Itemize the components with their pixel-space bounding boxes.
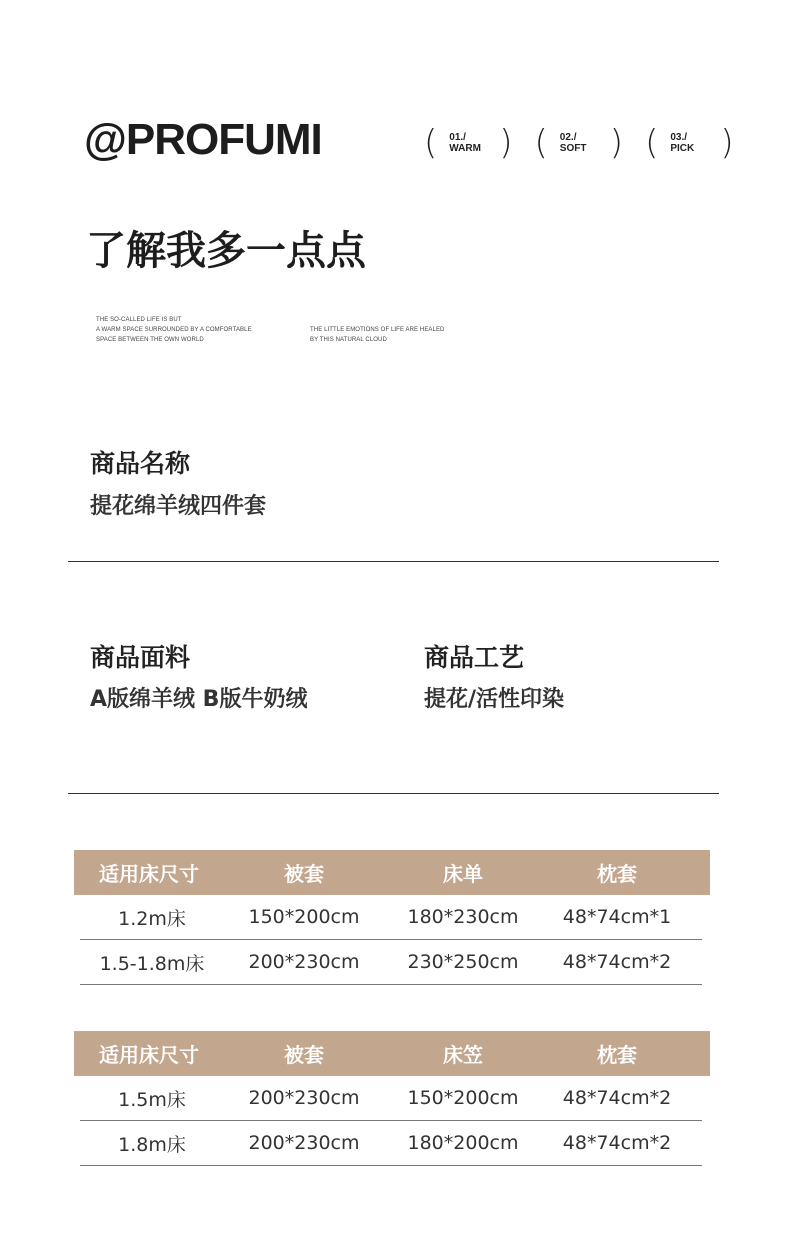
- header-cell: 枕套: [597, 862, 637, 886]
- table-cell: 200*230cm: [248, 951, 360, 973]
- table-row: [80, 1121, 702, 1166]
- brand-logo: @PROFUMI: [84, 115, 322, 164]
- header-cell: 被套: [284, 862, 324, 886]
- close-paren: ): [499, 123, 513, 163]
- tagline-right: [310, 325, 510, 345]
- table-cell: 200*230cm: [248, 1132, 360, 1154]
- divider: [68, 561, 719, 562]
- close-paren: ): [720, 123, 734, 163]
- product-fabric-value: A版绵羊绒 B版牛奶绒: [90, 687, 308, 712]
- tag-pick: [645, 124, 734, 162]
- header-cell: 适用床尺寸: [99, 862, 199, 886]
- tagline-line: THE LITTLE EMOTIONS OF LIFE ARE HEALED: [310, 327, 445, 333]
- table-cell: 48*74cm*2: [562, 1087, 672, 1109]
- tag-warm: [424, 124, 513, 162]
- open-paren: (: [534, 123, 548, 163]
- tag-text: [658, 132, 720, 154]
- size-table-1: [74, 850, 710, 985]
- header-cell: 床笠: [443, 1043, 483, 1067]
- divider: [68, 793, 719, 794]
- tag-num: 01./: [449, 132, 466, 143]
- tag-list: [424, 124, 734, 162]
- tagline-left: [96, 315, 296, 345]
- table-cell: 1.2m床: [118, 907, 186, 930]
- tag-word: SOFT: [559, 143, 587, 154]
- table-cell: 1.8m床: [118, 1133, 186, 1156]
- tag-word: PICK: [670, 143, 695, 154]
- table-row: [80, 895, 702, 940]
- product-craft-label: 商品工艺: [424, 643, 525, 672]
- table-cell: 150*200cm: [248, 906, 360, 928]
- product-name-value: 提花绵羊绒四件套: [90, 494, 267, 519]
- tagline-line: SPACE BETWEEN THE OWN WORLD: [96, 337, 204, 343]
- table-row: [80, 1076, 702, 1121]
- table-cell: 1.5m床: [118, 1088, 186, 1111]
- table-cell: 48*74cm*2: [562, 951, 672, 973]
- table-cell: 200*230cm: [248, 1087, 360, 1109]
- header-cell: 适用床尺寸: [99, 1043, 199, 1067]
- table-header: [74, 1031, 710, 1076]
- table-cell: 180*230cm: [407, 906, 519, 928]
- product-craft-value: 提花/活性印染: [424, 687, 565, 712]
- open-paren: (: [424, 123, 438, 163]
- size-table-2: [74, 1031, 710, 1166]
- product-fabric-label: 商品面料: [90, 643, 191, 672]
- tag-soft: [535, 124, 624, 162]
- tag-num: 03./: [670, 132, 688, 143]
- table-cell: 48*74cm*2: [562, 1132, 672, 1154]
- open-paren: (: [645, 123, 659, 163]
- table-cell: 48*74cm*1: [562, 906, 672, 928]
- product-name-label: 商品名称: [90, 449, 191, 478]
- tagline-line: A WARM SPACE SURROUNDED BY A COMFORTABLE: [96, 327, 252, 333]
- tagline-line: THE SO-CALLED LIFE IS BUT: [96, 317, 182, 323]
- header-cell: 枕套: [597, 1043, 637, 1067]
- header-cell: 床单: [443, 862, 483, 886]
- table-cell: 1.5-1.8m床: [99, 952, 205, 975]
- table-cell: 150*200cm: [407, 1087, 519, 1109]
- tagline-line: BY THIS NATURAL CLOUD: [310, 337, 387, 343]
- table-cell: 230*250cm: [407, 951, 519, 973]
- table-cell: 180*200cm: [407, 1132, 519, 1154]
- tag-word: WARM: [449, 143, 481, 154]
- table-row: [80, 940, 702, 985]
- tag-text: [548, 132, 610, 154]
- tag-num: 02./: [559, 132, 577, 143]
- close-paren: ): [609, 123, 624, 163]
- page-headline: 了解我多一点点: [86, 228, 366, 274]
- header-cell: 被套: [284, 1043, 324, 1067]
- table-header: [74, 850, 710, 895]
- tag-text: [437, 132, 499, 154]
